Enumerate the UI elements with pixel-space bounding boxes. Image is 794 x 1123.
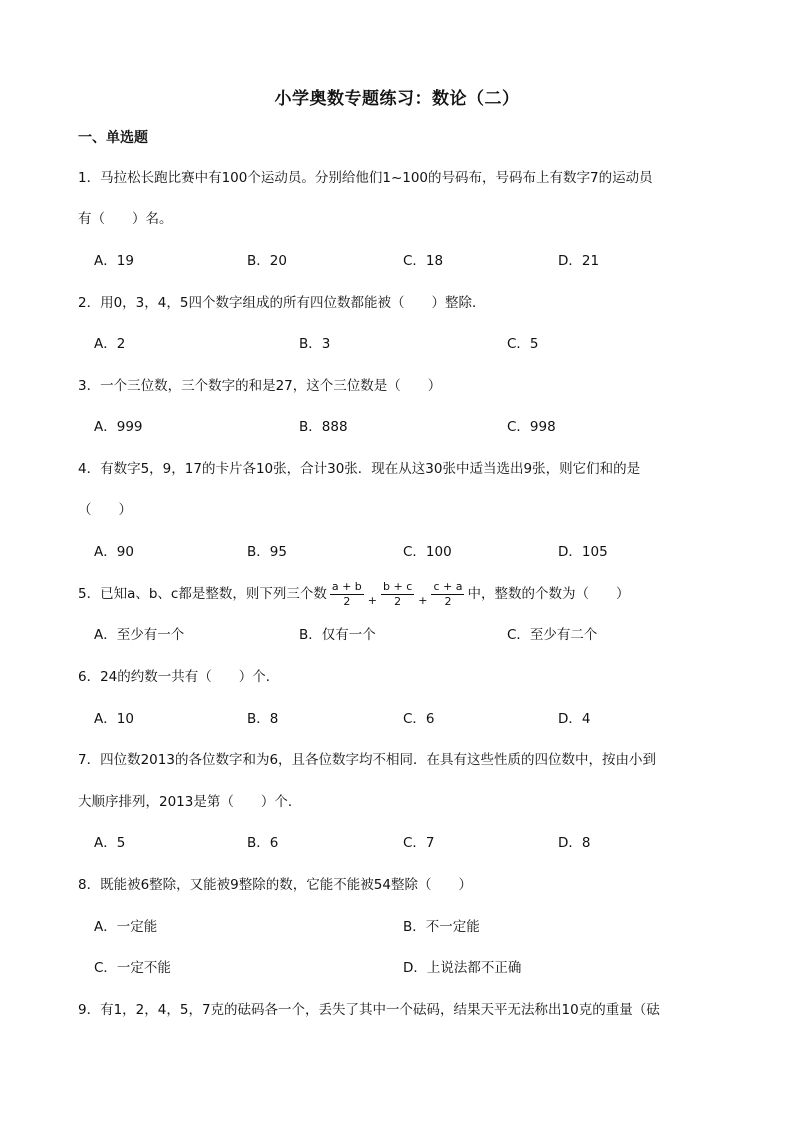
fraction-denominator: 2 <box>343 594 351 608</box>
question-6-option-b: B．8 <box>247 711 279 727</box>
question-6-option-c: C．6 <box>403 711 435 727</box>
question-7-line-1: 7．四位数2013的各位数字和为6，且各位数字均不相同．在具有这些性质的四位数中，按由小到 <box>78 752 657 768</box>
question-6-line-1: 6．24的约数一共有（ ）个． <box>78 669 280 685</box>
question-7-option-b: B．6 <box>247 835 279 851</box>
question-5-line-1 <box>78 579 629 616</box>
question-2-line-1: 2．用0，3，4，5四个数字组成的所有四位数都能被（ ）整除． <box>78 295 486 311</box>
section-heading: 一、单选题 <box>78 130 148 146</box>
question-4-option-a: A．90 <box>94 544 134 560</box>
question-8-line-1: 8．既能被6整除，又能被9整除的数，它能不能被54整除（ ） <box>78 877 472 893</box>
question-5-option-a: A．至少有一个 <box>94 627 185 643</box>
question-5-prefix: 5．已知a、b、c都是整数，则下列三个数 <box>78 586 327 602</box>
question-7-line-2: 大顺序排列，2013是第（ ）个． <box>78 794 302 810</box>
fraction-numerator: c + a <box>433 579 463 593</box>
question-4-line-2: （ ） <box>78 502 132 518</box>
question-8-option-d: D．上说法都不正确 <box>403 960 522 976</box>
fraction-numerator: a + b <box>331 579 362 593</box>
question-1-option-b: B．20 <box>247 253 287 269</box>
question-4-option-b: B．95 <box>247 544 287 560</box>
plus-sign: + <box>418 594 428 607</box>
question-3-option-b: B．888 <box>299 419 348 435</box>
question-8-option-b: B．不一定能 <box>403 919 480 935</box>
question-4-line-1: 4．有数字5，9，17的卡片各10张，合计30张．现在从这30张中适当选出9张，则它们和的是 <box>78 461 641 477</box>
question-5-option-b: B．仅有一个 <box>299 627 376 643</box>
question-3-option-c: C．998 <box>507 419 556 435</box>
question-1-option-d: D．21 <box>558 253 600 269</box>
fraction-numerator: b + c <box>383 579 413 593</box>
question-6-option-a: A．10 <box>94 711 134 727</box>
question-3-option-a: A．999 <box>94 419 143 435</box>
question-5-option-c: C．至少有二个 <box>507 627 598 643</box>
fraction-a-plus-b <box>330 580 364 609</box>
fraction-b-plus-c <box>381 580 414 609</box>
question-7-option-d: D．8 <box>558 835 591 851</box>
plus-sign: + <box>367 594 378 607</box>
fraction-denominator: 2 <box>394 594 402 608</box>
question-8-option-c: C．一定不能 <box>94 960 171 976</box>
question-1-option-c: C．18 <box>403 253 444 269</box>
question-2-option-c: C．5 <box>507 336 539 352</box>
question-9-line-1: 9．有1，2，4，5，7克的砝码各一个，丢失了其中一个砝码，结果天平无法称出10克的重量（砝 <box>78 1002 660 1018</box>
question-7-option-c: C．7 <box>403 835 435 851</box>
question-4-option-d: D．105 <box>558 544 608 560</box>
question-2-option-b: B．3 <box>299 336 331 352</box>
question-3-line-1: 3．一个三位数，三个数字的和是27，这个三位数是（ ） <box>78 378 442 394</box>
page-title: 小学奥数专题练习：数论（二） <box>274 89 520 109</box>
question-7-option-a: A．5 <box>94 835 126 851</box>
fraction-c-plus-a <box>431 580 464 609</box>
question-2-option-a: A．2 <box>94 336 126 352</box>
question-1-option-a: A．19 <box>94 253 134 269</box>
question-1-line-2: 有（ ）名。 <box>78 211 173 227</box>
question-8-option-a: A．一定能 <box>94 919 158 935</box>
question-5-suffix: 中，整数的个数为（ ） <box>467 586 630 602</box>
question-6-option-d: D．4 <box>558 711 591 727</box>
question-1-line-1: 1．马拉松长跑比赛中有100个运动员。分别给他们1~100的号码布，号码布上有数字7的运动员 <box>78 170 653 186</box>
fraction-denominator: 2 <box>444 594 452 608</box>
question-4-option-c: C．100 <box>403 544 452 560</box>
